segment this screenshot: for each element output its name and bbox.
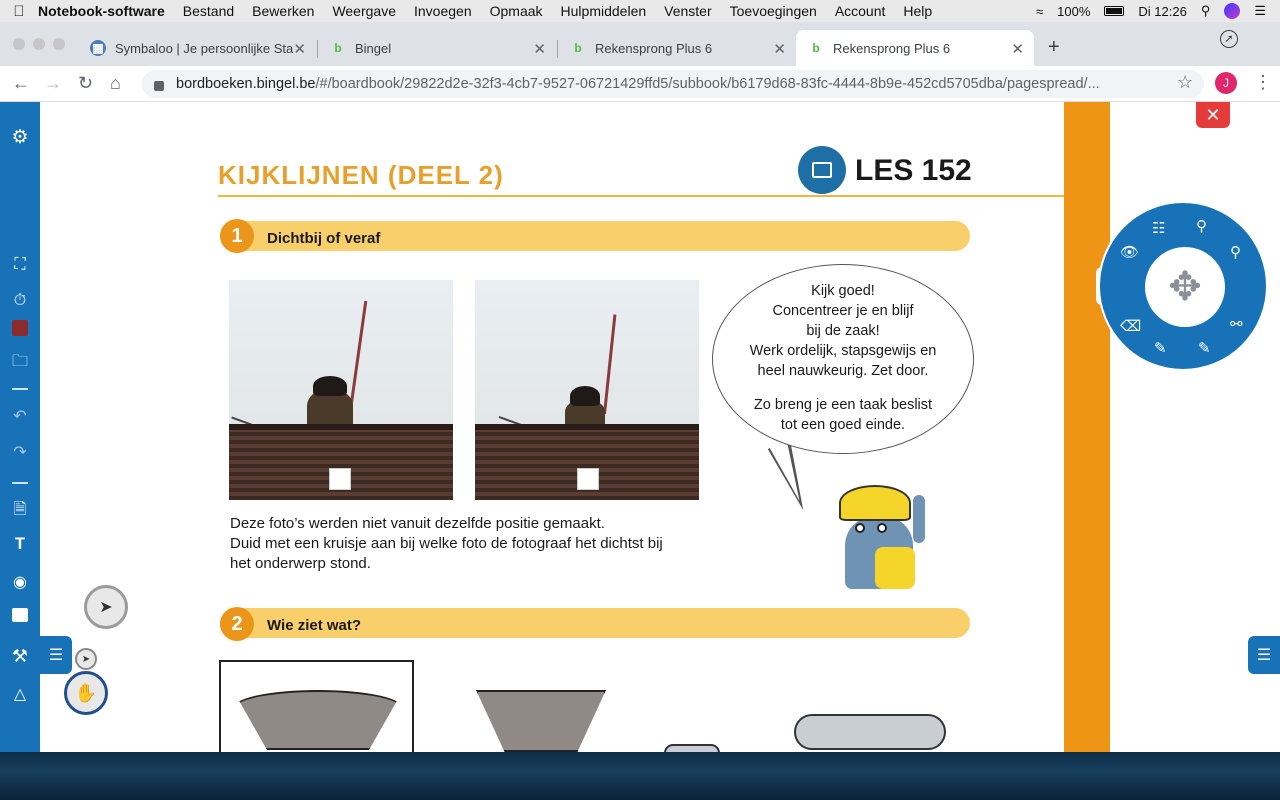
bookmark-star-icon[interactable]: ☆ <box>1177 72 1194 92</box>
color-swatch[interactable] <box>0 320 40 341</box>
menu-venster[interactable]: Venster <box>664 3 712 19</box>
reload-icon[interactable]: ↻ <box>78 73 94 93</box>
lock-icon[interactable] <box>154 81 164 91</box>
exercise-1-title: Dichtbij of veraf <box>267 230 381 247</box>
pen-icon[interactable]: ✎ <box>1154 340 1167 357</box>
bingel-icon: b <box>812 41 820 55</box>
menu-weergave[interactable]: Weergave <box>332 3 396 19</box>
book-page <box>40 102 1280 752</box>
bubble-line: Zo breng je een taak beslist <box>753 397 933 413</box>
tab-title: Rekensprong Plus 6 <box>595 40 713 56</box>
address-input[interactable] <box>142 70 1204 98</box>
bubble-line: tot een goed einde. <box>780 417 906 433</box>
highlighter-icon[interactable]: ✎ <box>1198 340 1211 357</box>
bubble-line: Concentreer je en blijf <box>772 303 914 319</box>
toolbar-divider <box>12 388 28 390</box>
text-tool-icon[interactable]: T <box>14 534 26 553</box>
drawing-frame-1 <box>219 660 414 752</box>
sitemap-icon[interactable]: ☷ <box>1152 220 1166 237</box>
menu-opmaak[interactable]: Opmaak <box>489 3 543 19</box>
apple-icon[interactable] <box>0 3 38 20</box>
bubble-line: bij de zaak! <box>806 323 880 339</box>
right-panel-toggle[interactable]: ☰ <box>1248 636 1280 674</box>
bingel-icon: b <box>334 41 342 55</box>
cloud-drawing <box>664 744 720 752</box>
tools-icon[interactable]: ⚒ <box>11 646 29 666</box>
zoom-out-icon[interactable]: ⚲ <box>1196 218 1207 235</box>
page-icon[interactable]: 🗎 <box>13 501 27 518</box>
bubble-line: Kijk goed! <box>811 283 875 299</box>
caption-line: Duid met een kruisje aan bij welke foto de fotograaf het dichtst bij <box>230 535 663 552</box>
eraser-icon[interactable]: ⌫ <box>1120 318 1142 335</box>
caption-line: Deze foto’s werden niet vanuit dezelfde positie gemaakt. <box>230 515 605 532</box>
siri-icon[interactable] <box>1224 3 1240 19</box>
new-tab-button[interactable]: + <box>1048 36 1060 58</box>
exercise-1-caption <box>230 514 663 574</box>
fullscreen-icon[interactable]: ⛶ <box>14 256 26 273</box>
tab-close-icon[interactable]: ✕ <box>533 41 546 58</box>
photo-1-checkbox[interactable] <box>329 468 351 490</box>
spotlight-search-icon[interactable]: ⚲ <box>1200 3 1211 18</box>
profile-avatar[interactable]: J <box>1215 72 1237 94</box>
window-minimize-button[interactable] <box>33 38 45 50</box>
small-cursor-button[interactable]: ➤ <box>75 648 97 670</box>
tab-rekensprong-active[interactable] <box>796 30 1034 66</box>
tab-close-icon[interactable]: ✕ <box>773 41 786 58</box>
left-panel-toggle[interactable]: ☰ <box>40 636 72 674</box>
exercise-2-title: Wie ziet wat? <box>267 617 362 634</box>
symbaloo-icon: ▦ <box>90 40 106 56</box>
arrow-cursor-icon: ➤ <box>99 599 113 616</box>
menu-hulpmiddelen[interactable]: Hulpmiddelen <box>560 3 647 19</box>
menu-invoegen[interactable]: Invoegen <box>414 3 472 19</box>
bubble-line: heel nauwkeurig. Zet door. <box>757 363 929 379</box>
clear-drawing-icon[interactable]: ⚯ <box>1230 316 1243 333</box>
lesson-label: LES 152 <box>855 154 972 187</box>
wifi-icon[interactable]: ≈ <box>1036 3 1044 19</box>
mascot-illustration <box>825 477 935 589</box>
url-path: /#/boardbook/29822d2e-32f3-4cb7-9527-06721429ffd5/subbook/b6179d68-83fc-4444-8b9e-452cd5705dba/pagespread/... <box>315 76 1100 92</box>
image-icon[interactable] <box>798 146 846 194</box>
browser-tabstrip <box>0 22 1280 66</box>
cloud-drawing <box>794 714 946 750</box>
timer-icon[interactable]: ⏱ <box>13 292 27 309</box>
select-cursor-button[interactable] <box>84 585 128 629</box>
shapes-icon[interactable]: △ <box>13 686 27 703</box>
water-tower-drawing <box>476 690 606 752</box>
menu-account[interactable]: Account <box>834 3 886 19</box>
camera-icon[interactable]: ◉ <box>13 574 27 591</box>
hand-cursor-button[interactable] <box>64 671 108 715</box>
forward-arrow-icon[interactable]: → <box>44 73 62 93</box>
hand-icon: ✋ <box>74 682 98 703</box>
title-underline <box>218 195 1064 197</box>
speech-bubble-tail <box>768 440 816 514</box>
desktop-background <box>0 752 1280 800</box>
menubar-status <box>1036 0 1280 22</box>
menu-bewerken[interactable]: Bewerken <box>252 3 315 19</box>
photo-2-checkbox[interactable] <box>577 468 599 490</box>
tab-title: Bingel <box>355 40 392 56</box>
folder-icon[interactable]: 🗀 <box>11 353 28 370</box>
zoom-in-icon[interactable]: ⚲ <box>1230 244 1241 261</box>
clock[interactable]: Di 12:26 <box>1138 3 1187 19</box>
tab-rekensprong-1[interactable] <box>558 30 796 66</box>
menubar-app-name[interactable]: Notebook-software <box>38 3 165 19</box>
navigation-wheel <box>1098 201 1268 371</box>
windmill-photo-2 <box>475 280 699 500</box>
toolbar-divider <box>12 482 28 484</box>
move-icon[interactable]: ✥ <box>1145 247 1225 327</box>
browser-toolbar <box>0 66 1280 102</box>
page-edge-strip <box>1064 102 1110 752</box>
battery-icon[interactable] <box>1104 6 1124 16</box>
battery-percent: 100% <box>1057 3 1091 19</box>
mac-menubar <box>0 0 1280 22</box>
left-toolbar <box>0 102 40 752</box>
home-icon[interactable]: ⌂ <box>110 73 121 93</box>
exercise-1-number: 1 <box>220 219 254 253</box>
caption-line: het onderwerp stond. <box>230 555 371 572</box>
notification-center-icon[interactable]: ☰ <box>1254 3 1266 18</box>
visibility-icon[interactable]: 👁 <box>1120 244 1140 261</box>
close-button[interactable]: ✕ <box>1196 102 1230 128</box>
menu-help[interactable]: Help <box>903 3 933 19</box>
menu-toevoegingen[interactable]: Toevoegingen <box>729 3 817 19</box>
tab-symbaloo[interactable] <box>78 30 316 66</box>
bubble-line: Werk ordelijk, stapsgewijs en <box>749 343 937 359</box>
tab-close-icon[interactable]: ✕ <box>1011 41 1024 58</box>
extension-compass-icon[interactable]: ➚ <box>1220 30 1238 48</box>
url-host: bordboeken.bingel.be <box>176 76 316 92</box>
lesson-title: KIJKLIJNEN (DEEL 2) <box>218 160 504 190</box>
redo-icon[interactable]: ↷ <box>13 444 27 461</box>
window-close-button[interactable] <box>13 38 25 50</box>
browser-menu-icon[interactable]: ⋮ <box>1254 72 1272 92</box>
window-zoom-button[interactable] <box>53 38 65 50</box>
undo-icon[interactable]: ↶ <box>13 408 27 425</box>
screen-icon[interactable] <box>0 608 40 627</box>
tab-title: Rekensprong Plus 6 <box>833 40 951 56</box>
menu-bestand[interactable]: Bestand <box>182 3 235 19</box>
back-arrow-icon[interactable]: ← <box>12 73 30 93</box>
bingel-icon: b <box>574 41 582 55</box>
tab-close-icon[interactable]: ✕ <box>293 41 306 58</box>
exercise-2-number: 2 <box>220 607 254 641</box>
windmill-photo-1 <box>229 280 453 500</box>
tab-title: Symbaloo | Je persoonlijke Sta <box>115 40 294 56</box>
tab-bingel[interactable] <box>318 30 556 66</box>
speech-bubble <box>712 264 974 454</box>
settings-gear-icon[interactable]: ⚙ <box>11 127 29 148</box>
